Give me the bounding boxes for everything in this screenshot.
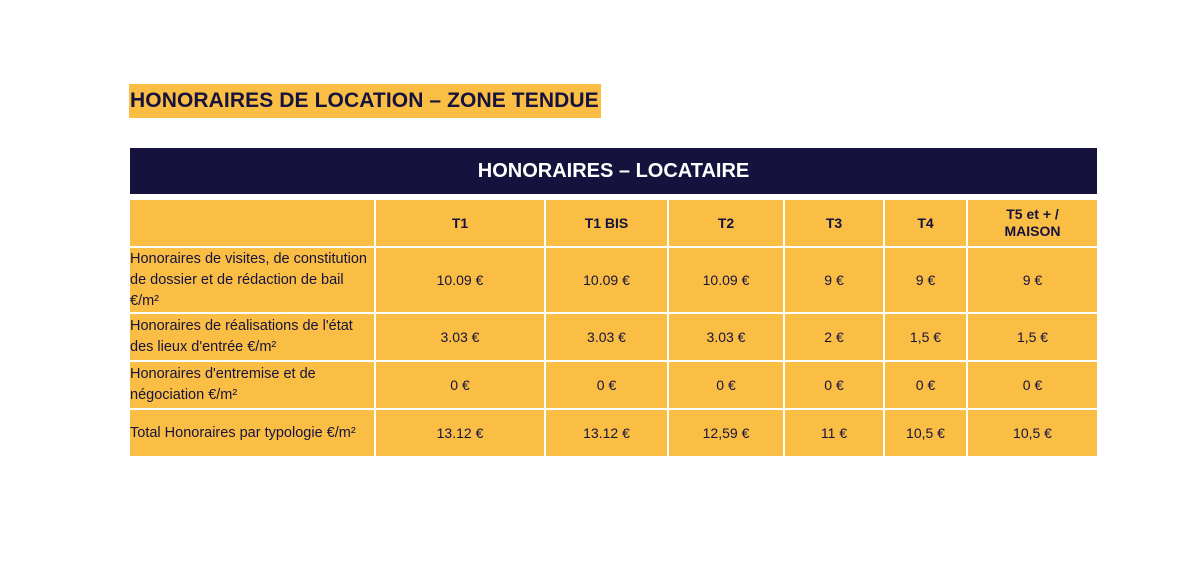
table-cell: 0 € (375, 361, 545, 409)
column-header-t5-text: T5 et + / MAISON (1004, 206, 1061, 239)
table-row (130, 409, 1097, 456)
table-cell: 0 € (967, 361, 1097, 409)
row-label: Honoraires de réalisations de l'état des lieux d'entrée €/m² (130, 313, 375, 361)
table-banner: HONORAIRES – LOCATAIRE (130, 148, 1097, 197)
table-cell: 1,5 € (967, 313, 1097, 361)
row-label: Total Honoraires par typologie €/m² (130, 409, 375, 456)
table-cell: 13.12 € (545, 409, 668, 456)
column-header-t4: T4 (884, 197, 967, 247)
column-header-t3: T3 (784, 197, 884, 247)
table-cell: 10.09 € (375, 247, 545, 313)
column-header-empty (130, 197, 375, 247)
table-cell: 0 € (884, 361, 967, 409)
table-cell: 3.03 € (668, 313, 784, 361)
table-row (130, 247, 1097, 313)
table-cell: 10,5 € (884, 409, 967, 456)
table-cell: 0 € (784, 361, 884, 409)
table-cell: 1,5 € (884, 313, 967, 361)
table-cell: 11 € (784, 409, 884, 456)
table-cell: 10.09 € (545, 247, 668, 313)
table-cell: 9 € (884, 247, 967, 313)
table-cell: 12,59 € (668, 409, 784, 456)
table-cell: 13.12 € (375, 409, 545, 456)
table-cell: 2 € (784, 313, 884, 361)
table-cell: 9 € (784, 247, 884, 313)
row-label: Honoraires de visites, de constitution de dossier et de rédaction de bail €/m² (130, 247, 375, 313)
fees-table (130, 148, 1097, 456)
table-header-row (130, 197, 1097, 247)
table-banner-row (130, 148, 1097, 197)
table-cell: 9 € (967, 247, 1097, 313)
table-cell: 3.03 € (545, 313, 668, 361)
column-header-t1-bis: T1 BIS (545, 197, 668, 247)
table-row (130, 361, 1097, 409)
table-cell: 10.09 € (668, 247, 784, 313)
column-header-t5-maison (967, 197, 1097, 247)
page-title: HONORAIRES DE LOCATION – ZONE TENDUE (129, 84, 601, 118)
table-cell: 0 € (545, 361, 668, 409)
table-cell: 3.03 € (375, 313, 545, 361)
column-header-t2: T2 (668, 197, 784, 247)
table-cell: 10,5 € (967, 409, 1097, 456)
table-cell: 0 € (668, 361, 784, 409)
column-header-t1: T1 (375, 197, 545, 247)
table-row (130, 313, 1097, 361)
row-label: Honoraires d'entremise et de négociation €/m² (130, 361, 375, 409)
